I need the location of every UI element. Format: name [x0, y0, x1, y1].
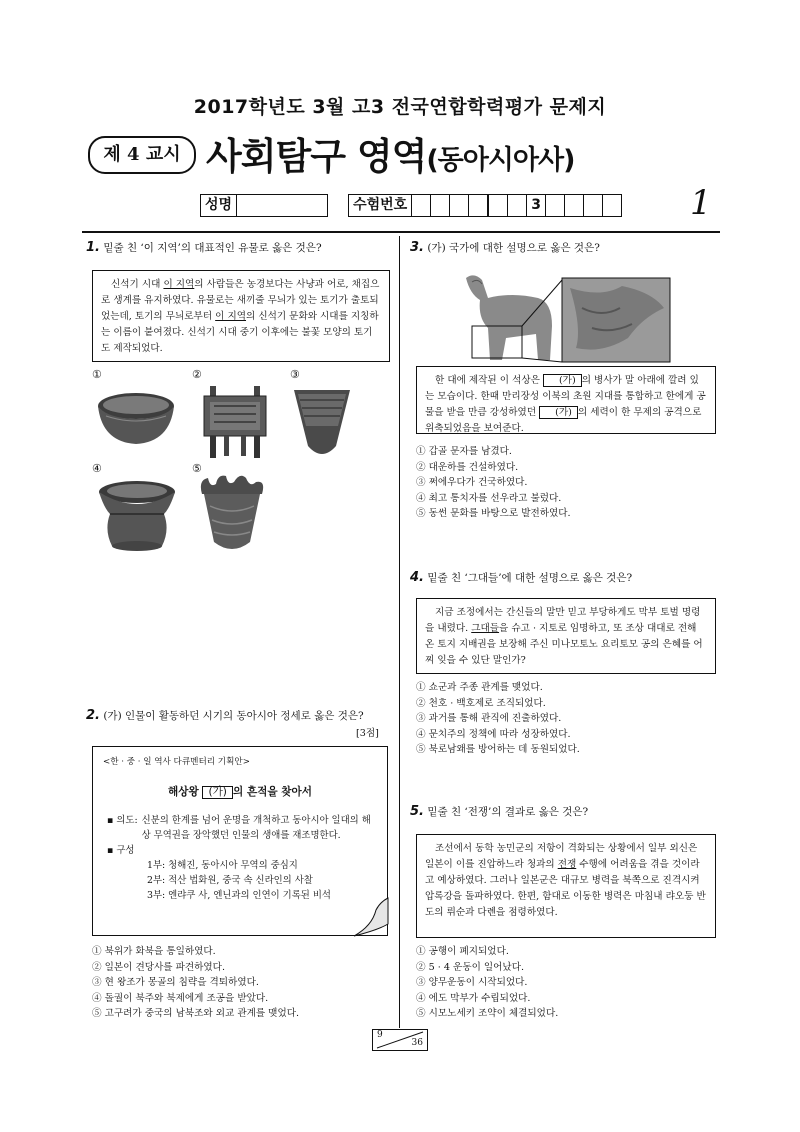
current-page: 9: [377, 1030, 383, 1040]
bronze-drum-image: [96, 478, 178, 552]
option[interactable]: ① 공행이 폐지되었다.: [416, 946, 509, 957]
option[interactable]: ④ 문치주의 정책에 따라 성장하였다.: [416, 728, 571, 740]
option[interactable]: ① 갑골 문자를 남겼다.: [416, 446, 512, 457]
option[interactable]: ② 천호 · 백호제로 조직되었다.: [416, 697, 546, 709]
q2-documentary-box: [92, 746, 388, 936]
q3-question: (가) 국가에 대한 설명으로 옳은 것은?: [427, 242, 600, 254]
q2-question: (가) 인물이 활동하던 시기의 동아시아 정세로 옳은 것은?: [103, 710, 364, 722]
exam-number-cell: [431, 194, 450, 217]
page-curl-decoration: [350, 896, 390, 938]
option[interactable]: ④ 최고 통치자를 선우라고 불렀다.: [416, 492, 562, 504]
exam-number-cell: [508, 194, 527, 217]
q2-title: [86, 708, 364, 723]
column-divider: [399, 236, 400, 1028]
q4-options: [416, 680, 580, 758]
option[interactable]: ② 5 · 4 운동이 일어났다.: [416, 961, 525, 973]
exam-number-cell: [603, 194, 622, 217]
subject-sub: (동아시아사): [426, 145, 575, 176]
q1-title: [86, 240, 322, 255]
underlined-term: 그대들: [471, 623, 500, 634]
q2-number: 2.: [86, 708, 100, 723]
option[interactable]: ④ 돌궐이 북주와 북제에게 조공을 받았다.: [92, 992, 269, 1004]
q2-box-body: [107, 813, 377, 903]
info-gap: [328, 194, 348, 217]
q4-title: [410, 570, 632, 585]
q4-number: 4.: [410, 570, 424, 585]
exam-number-label: 수험번호: [348, 194, 412, 217]
q5-title: [410, 804, 588, 819]
option[interactable]: ① 북위가 화북을 통일하였다.: [92, 946, 216, 957]
q1-choice-2: ②: [192, 368, 202, 381]
exam-number-cell: [450, 194, 469, 217]
intent-label: ▪ 의도:: [107, 815, 138, 826]
q1-choice-1: ①: [92, 368, 102, 381]
q4-passage: 지금 조정에서는 간신들의 말만 믿고 부당하게도 막부 토벌 명령을 내렸다. 그대들을 슈고 · 지토로 임명하고, 또 조상 대대로 전해 온 토지 지배권을 보장해 주신 미나모토노 요리토모 공의 은혜를 어찌 잊을 수 있단 말인가?: [416, 598, 716, 674]
q2-box-title: 해상왕 (가) 의 흔적을 찾아서: [168, 786, 312, 798]
structure-label: ▪ 구성: [107, 845, 135, 856]
pointed-jar-image: [290, 386, 354, 462]
name-field: [237, 194, 328, 217]
intent-text: 신분의 한계를 넘어 운명을 개척하고 동아시아 일대의 해상 무역권을 장악했던 인물의 생애를 재조명한다.: [141, 815, 371, 841]
exam-number-cell: [469, 194, 488, 217]
q5-options: [416, 944, 558, 1022]
underlined-term: 전쟁: [557, 859, 577, 870]
blank-ga: (가): [202, 786, 233, 799]
q1-question: 밑줄 친 ‘이 지역’의 대표적인 유물로 옳은 것은?: [103, 242, 322, 254]
q1-choice-4: ④: [92, 462, 102, 475]
exam-number-cell: [546, 194, 565, 217]
q1-choice-3: ③: [290, 368, 300, 381]
option[interactable]: ⑤ 시모노세키 조약이 체결되었다.: [416, 1008, 559, 1020]
option[interactable]: ③ 현 왕조가 몽골의 침략을 격퇴하였다.: [92, 977, 259, 989]
q2-points: [3점]: [356, 728, 379, 739]
option[interactable]: ② 일본이 견당사를 파견하였다.: [92, 961, 226, 973]
part-item: 2부: 적산 법화원, 중국 속 신라인의 사찰: [147, 875, 313, 886]
q5-number: 5.: [410, 804, 424, 819]
exam-number-cell: [488, 194, 508, 217]
underlined-term: 이 지역: [163, 279, 195, 290]
q1-choice-5: ⑤: [192, 462, 202, 475]
q3-passage: 한 대에 제작된 이 석상은 (가) 의 병사가 말 아래에 깔려 있는 모습이다. 한때 만리장성 이북의 초원 지대를 통합하고 한에게 공물을 받을 만큼 강성하였던 (가) 의 세력이 한 무제의 공격으로 위축되었음을 보여준다.: [416, 366, 716, 434]
option[interactable]: ③ 쩌에우다가 건국하였다.: [416, 477, 528, 489]
subject-title: [206, 126, 574, 180]
bowl-artifact-image: [96, 386, 176, 450]
q3-number: 3.: [410, 240, 424, 255]
option[interactable]: ③ 양무운동이 시작되었다.: [416, 977, 528, 989]
underlined-term: 이 지역: [215, 311, 247, 322]
info-row: [200, 194, 622, 217]
flame-pottery-image: [196, 472, 268, 556]
q2-box-head: <한 · 중 · 일 역사 다큐멘터리 기획안>: [103, 757, 250, 767]
part-item: 1부: 청해진, 동아시아 무역의 중심지: [147, 860, 298, 871]
page-number: 1: [690, 183, 712, 223]
option[interactable]: ④ 에도 막부가 수립되었다.: [416, 992, 531, 1004]
q2-options: [92, 944, 299, 1022]
period-badge: 제 4 교시: [88, 136, 196, 174]
exam-title: 2017학년도 3월 고3 전국연합학력평가 문제지: [193, 96, 607, 118]
q5-question: 밑줄 친 ‘전쟁’의 결과로 옳은 것은?: [427, 806, 589, 818]
page-counter: [372, 1029, 428, 1051]
stone-horse-statue-image: [452, 268, 674, 364]
q4-question: 밑줄 친 ‘그대들’에 대한 설명으로 옳은 것은?: [427, 572, 633, 584]
q1-number: 1.: [86, 240, 100, 255]
part-item: 3부: 엔랴쿠 사, 엔닌과의 인연이 기록된 비석: [147, 890, 331, 901]
q1-passage: 신석기 시대 이 지역의 사람들은 농경보다는 사냥과 어로, 채집으로 생계를 유지하였다. 유물로는 새끼줄 무늬가 있는 토기가 출토되었는데, 토기의 무늬로부터 이 지역의 신석기 문화와 시대를 지칭하는 이름이 붙여졌다. 신석기 시대 중기 이후에는 불꽃 모양의 토기도 제작되었다.: [92, 270, 390, 362]
option[interactable]: ① 쇼군과 주종 관계를 맺었다.: [416, 682, 543, 693]
option[interactable]: ③ 과거를 통해 관직에 진출하였다.: [416, 713, 562, 725]
option[interactable]: ⑤ 동썬 문화를 바탕으로 발전하였다.: [416, 508, 571, 520]
exam-number-cell: [584, 194, 603, 217]
blank-ga: (가): [539, 406, 578, 419]
option[interactable]: ⑤ 고구려가 중국의 남북조와 외교 관계를 맺었다.: [92, 1008, 300, 1020]
exam-number-cell: [412, 194, 431, 217]
blank-ga: (가): [543, 374, 582, 387]
name-label: 성명: [200, 194, 237, 217]
q5-passage: 조선에서 동학 농민군의 저항이 격화되는 상황에서 일부 외신은 일본이 이를 진압하느라 청과의 전쟁 수행에 어려움을 겪을 것이라고 예상하였다. 그러나 일본군은 대규모 병력을 북쪽으로 진격시켜 압록강을 돌파하였다. 한편, 함대로 이동한 병력은 마침내 랴오둥 반도의 뤼순과 다롄을 점령하였다.: [416, 834, 716, 938]
option[interactable]: ⑤ 북로남왜를 방어하는 데 동원되었다.: [416, 744, 580, 756]
subject-main: 사회탐구 영역: [206, 135, 427, 178]
q3-options: [416, 444, 571, 522]
header-rule: [82, 231, 720, 233]
exam-number-digit: 3: [527, 194, 546, 217]
exam-number-cell: [565, 194, 584, 217]
bronze-cauldron-image: [200, 384, 270, 462]
option[interactable]: ② 대운하를 건설하였다.: [416, 461, 519, 473]
q3-title: [410, 240, 600, 255]
total-pages: 36: [411, 1038, 423, 1048]
